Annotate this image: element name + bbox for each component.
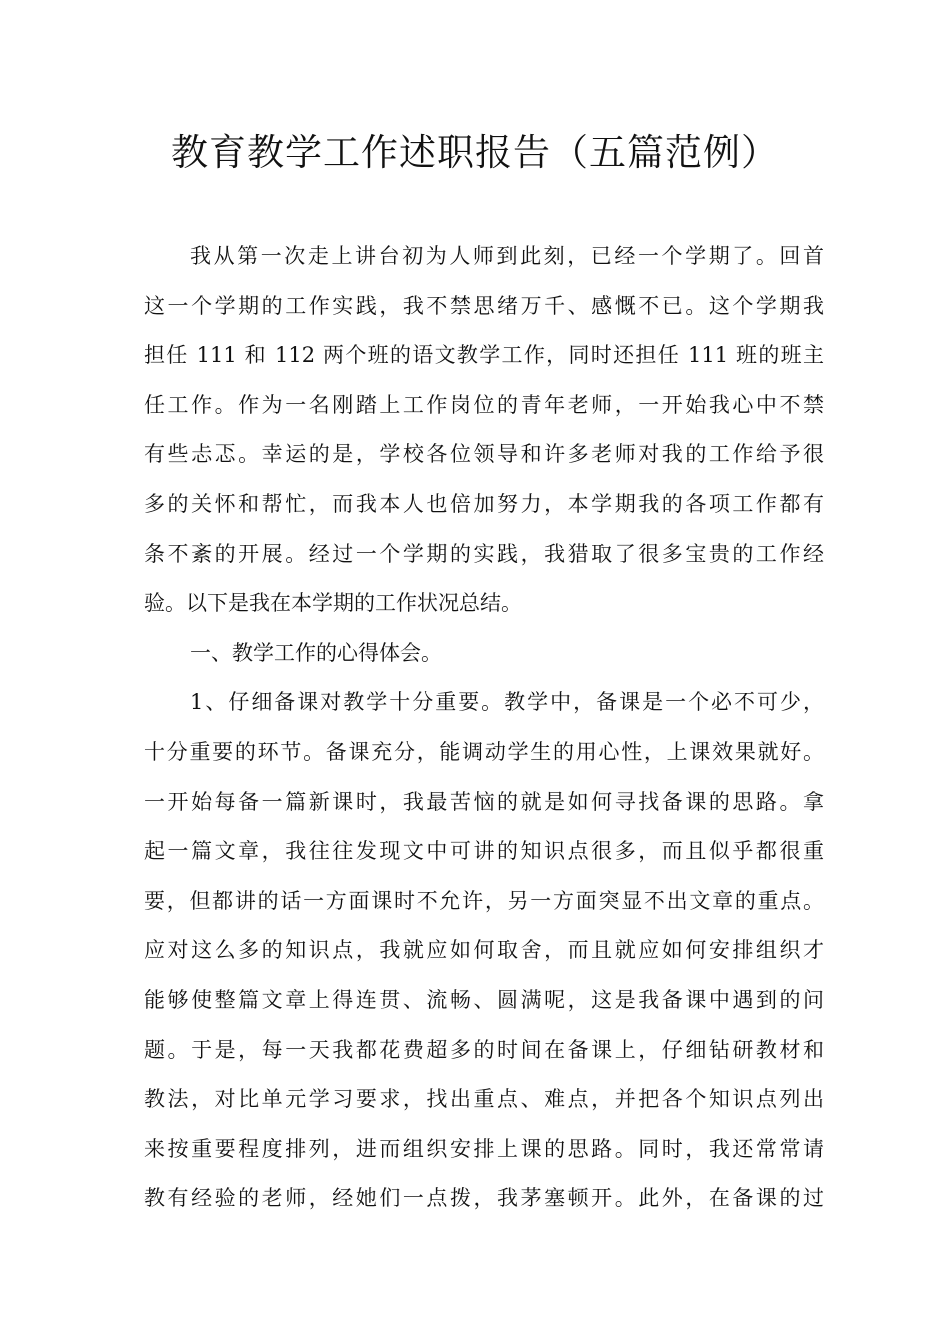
text-line: 条不紊的开展。经过一个学期的实践，我猎取了很多宝贵的工作经 bbox=[144, 541, 824, 566]
text-line: 1、仔细备课对教学十分重要。教学中，备课是一个必不可少， bbox=[190, 690, 824, 715]
text-line: 十分重要的环节。备课充分，能调动学生的用心性，上课效果就好。 bbox=[144, 739, 824, 764]
text-line: 教有经验的老师，经她们一点拨，我茅塞顿开。此外，在备课的过 bbox=[144, 1186, 824, 1211]
text-line: 验。以下是我在本学期的工作状况总结。 bbox=[144, 591, 522, 616]
text-line: 来按重要程度排列，进而组织安排上课的思路。同时，我还常常请 bbox=[144, 1136, 824, 1161]
text-line: 有些忐忑。幸运的是，学校各位领导和许多老师对我的工作给予很 bbox=[144, 442, 824, 467]
text-line: 起一篇文章，我往往发现文中可讲的知识点很多，而且似乎都很重 bbox=[144, 839, 824, 864]
text-line: 任工作。作为一名刚踏上工作岗位的青年老师，一开始我心中不禁 bbox=[144, 392, 824, 417]
document-title: 教育教学工作述职报告（五篇范例） bbox=[171, 131, 779, 174]
text-line: 我从第一次走上讲台初为人师到此刻，已经一个学期了。回首 bbox=[190, 244, 824, 268]
text-line: 能够使整篇文章上得连贯、流畅、圆满呢，这是我备课中遇到的问 bbox=[144, 987, 824, 1012]
text-line: 一、教学工作的心得体会。 bbox=[190, 640, 442, 665]
text-line: 题。于是，每一天我都花费超多的时间在备课上，仔细钻研教材和 bbox=[144, 1037, 824, 1062]
text-line: 多的关怀和帮忙，而我本人也倍加努力，本学期我的各项工作都有 bbox=[144, 491, 824, 516]
text-line: 一开始每备一篇新课时，我最苦恼的就是如何寻找备课的思路。拿 bbox=[144, 789, 824, 814]
text-line: 这一个学期的工作实践，我不禁思绪万千、感慨不已。这个学期我 bbox=[144, 293, 824, 318]
text-line: 应对这么多的知识点，我就应如何取舍，而且就应如何安排组织才 bbox=[144, 938, 824, 963]
text-line: 担任 111 和 112 两个班的语文教学工作，同时还担任 111 班的班主 bbox=[144, 343, 824, 368]
text-line: 教法，对比单元学习要求，找出重点、难点，并把各个知识点列出 bbox=[144, 1087, 824, 1112]
document-body bbox=[144, 232, 824, 1224]
text-line: 要，但都讲的话一方面课时不允许，另一方面突显不出文章的重点。 bbox=[144, 888, 824, 913]
